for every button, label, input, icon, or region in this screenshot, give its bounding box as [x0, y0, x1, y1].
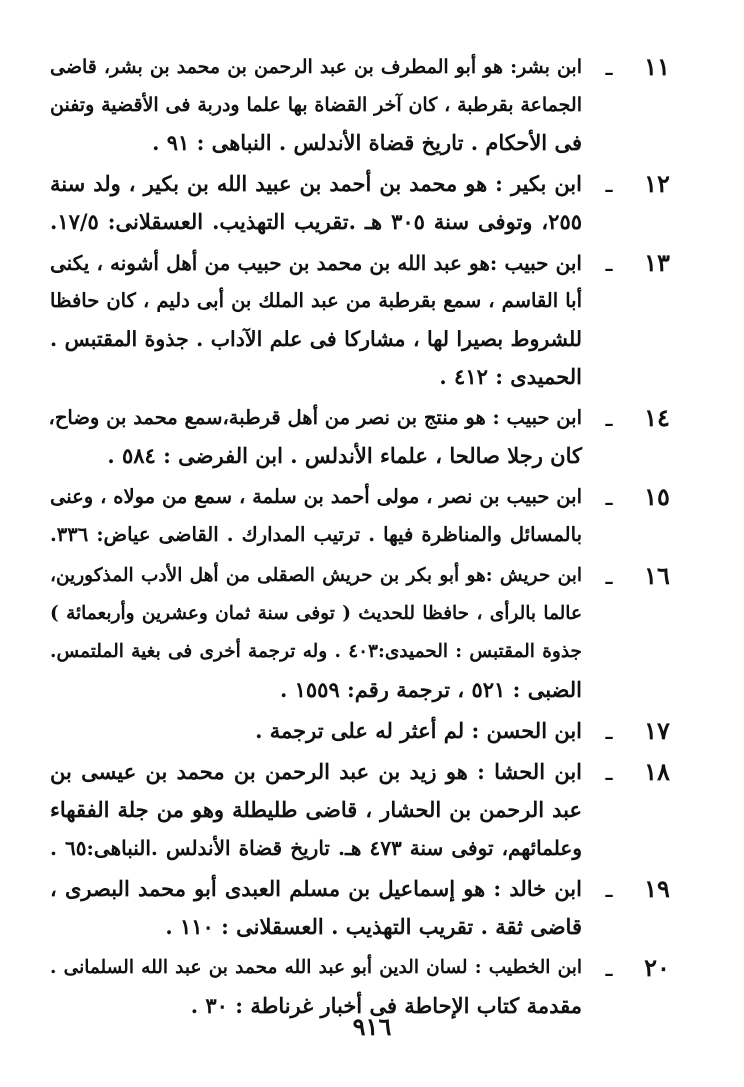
- entry-12: [50, 165, 682, 241]
- entry-16: [50, 557, 682, 709]
- entry-dash: ـ: [605, 717, 613, 745]
- entry-line: ٢٥٥، وتوفى سنة ٣٠٥ هـ .تقريب التهذيب. العسقلانى: ١٧/٥.: [50, 209, 583, 234]
- entry-line: ابن بشر: هو أبو المطرف بن عبد الرحمن بن محمد بن بشر، قاضى: [50, 56, 582, 78]
- entry-number: ٢٠: [644, 953, 670, 982]
- entry-number: ١٩: [644, 874, 670, 903]
- entry-number: ١٣: [644, 248, 670, 277]
- entry-line: ابن حريش :هو أبو بكر بن حريش الصقلى من أهل الأدب المذكورين،: [50, 565, 582, 586]
- entry-line: فى الأحكام . تاريخ قضاة الأندلس . النباهى : ٩١ .: [152, 130, 582, 155]
- entry-line: ابن خالد : هو إسماعيل بن مسلم العبدى أبو محمد البصرى ،: [50, 876, 582, 901]
- entry-number: ١٧: [644, 716, 670, 745]
- entry-line: الحميدى : ٤١٢ .: [439, 364, 582, 389]
- entry-number: ١٦: [644, 561, 670, 590]
- entry-line: ابن الحسن : لم أعثر له على ترجمة .: [255, 718, 582, 743]
- entry-line: أبا القاسم ، سمع بقرطبة من عبد الملك بن أبى دليم ، كان حافظا: [50, 289, 582, 312]
- entry-14: [50, 399, 682, 475]
- entry-13: [50, 244, 682, 396]
- entry-line: كان رجلا صالحا ، علماء الأندلس . ابن الفرضى : ٥٨٤ .: [107, 443, 582, 468]
- entry-line: وعلمائهم، توفى سنة ٤٧٣ هـ. تاريخ قضاة الأندلس .النباهى:٦٥ .: [50, 836, 582, 860]
- page-number: ٩١٦: [352, 1012, 392, 1041]
- entry-dash: ـ: [605, 562, 613, 590]
- entry-line: ابن حبيب بن نصر ، مولى أحمد بن سلمة ، سمع من مولاه ، وعنى: [50, 485, 582, 508]
- entry-dash: ـ: [605, 875, 613, 903]
- entry-number: ١١: [644, 52, 670, 81]
- entry-dash: ـ: [605, 53, 613, 81]
- entry-line: للشروط بصيرا لها ، مشاركا فى علم الآداب . جذوة المقتبس .: [50, 327, 582, 351]
- entry-dash: ـ: [605, 954, 613, 982]
- entry-number: ١٥: [644, 482, 670, 511]
- entry-number: ١٢: [644, 169, 670, 198]
- entry-line: جذوة المقتبس : الحميدى:٤٠٣ . وله ترجمة أخرى فى بغية الملتمس.: [50, 641, 582, 662]
- entry-line: الجماعة بقرطبة ، كان آخر القضاة بها علما ودربة فى الأقضية وتفنن: [50, 94, 582, 116]
- entry-dash: ـ: [605, 404, 613, 432]
- entry-line: عالما بالرأى ، حافظا للحديث ( توفى سنة ثمان وعشرين وأربعمائة ): [50, 603, 582, 624]
- entry-line: مقدمة كتاب الإحاطة فى أخبار غرناطة : ٣٠ .: [190, 993, 582, 1018]
- entry-dash: ـ: [605, 249, 613, 277]
- entry-line: ابن الحشا : هو زيد بن عبد الرحمن بن محمد بن عيسى بن: [50, 759, 582, 784]
- entry-19: [50, 870, 682, 946]
- entry-15: [50, 478, 682, 554]
- entry-line: الضبى : ٥٢١ ، ترجمة رقم: ١٥٥٩ .: [279, 677, 582, 702]
- entry-17: [50, 712, 682, 750]
- entry-number: ١٤: [644, 403, 670, 432]
- entry-18: [50, 753, 682, 867]
- entry-dash: ـ: [605, 170, 613, 198]
- entries-list: [50, 48, 682, 1028]
- entry-line: ابن بكير : هو محمد بن أحمد بن عبيد الله بن بكير ، ولد سنة: [50, 171, 582, 196]
- entry-dash: ـ: [605, 758, 613, 786]
- entry-line: بالمسائل والمناظرة فيها . ترتيب المدارك . القاضى عياض: ٣٣٦.: [50, 523, 582, 546]
- entry-line: قاضى ثقة . تقريب التهذيب . العسقلانى : ١١٠ .: [165, 914, 582, 939]
- entry-line: ابن حبيب :هو عبد الله بن محمد بن حبيب من أهل أشونه ، يكنى: [50, 251, 582, 275]
- entry-line: عبد الرحمن بن الحشار ، قاضى طليطلة وهو من جلة الفقهاء: [50, 797, 582, 822]
- entry-11: [50, 48, 682, 162]
- entry-line: ابن حبيب : هو منتج بن نصر من أهل قرطبة،سمع محمد بن وضاح،: [48, 406, 582, 429]
- entry-line: ابن الخطيب : لسان الدين أبو عبد الله محمد بن عبد الله السلمانى .: [50, 957, 582, 978]
- entry-number: ١٨: [644, 757, 670, 786]
- entry-dash: ـ: [605, 483, 613, 511]
